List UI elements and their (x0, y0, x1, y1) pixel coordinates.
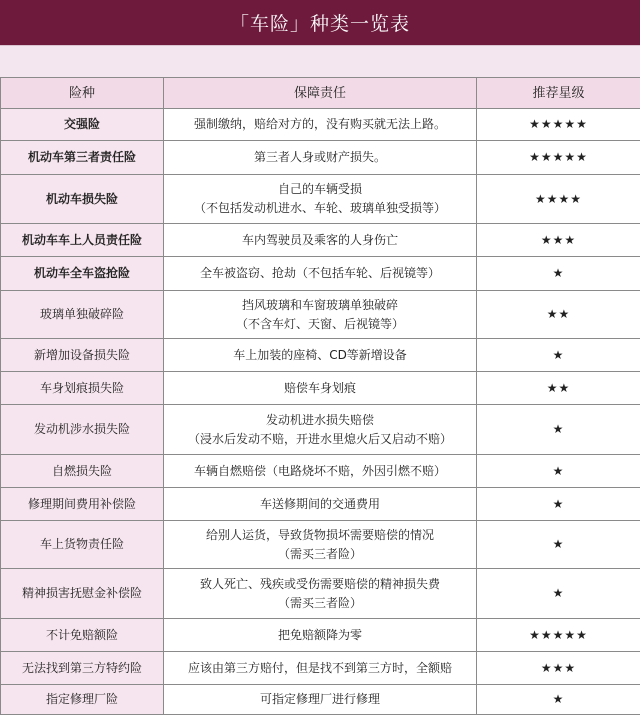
coverage-line: （需买三者险） (277, 595, 362, 610)
coverage-line: 可指定修理厂进行修理 (259, 692, 380, 706)
insurance-table (0, 77, 640, 715)
star-rating: ★★★★★ (477, 109, 640, 141)
star-rating: ★ (477, 569, 640, 619)
coverage-duty (164, 175, 477, 224)
coverage-line: 强制缴纳，赔给对方的，没有购买就无法上路。 (193, 117, 446, 131)
table-row (1, 175, 640, 224)
header-duty: 保障责任 (164, 78, 477, 109)
coverage-line: 车内驾驶员及乘客的人身伤亡 (241, 232, 398, 247)
coverage-duty (164, 257, 477, 291)
header-kind: 险种 (1, 78, 164, 109)
insurance-kind: 自燃损失险 (1, 455, 164, 488)
table-row (1, 521, 640, 569)
coverage-duty (164, 569, 477, 619)
insurance-kind: 机动车损失险 (1, 175, 164, 224)
coverage-duty (164, 619, 477, 652)
table-row (1, 224, 640, 257)
insurance-kind: 机动车车上人员责任险 (1, 224, 164, 257)
star-rating: ★★★ (477, 652, 640, 685)
coverage-duty (164, 291, 477, 339)
header-rating: 推荐星级 (477, 78, 640, 109)
coverage-line: 车上加装的座椅、CD等新增设备 (233, 347, 407, 362)
star-rating: ★★★★★ (477, 141, 640, 175)
insurance-kind: 无法找到第三方特约险 (1, 652, 164, 685)
table-row (1, 488, 640, 521)
coverage-duty (164, 521, 477, 569)
insurance-kind: 精神损害抚慰金补偿险 (1, 569, 164, 619)
coverage-line: （不包括发动机进水、车轮、玻璃单独受损等） (193, 201, 446, 215)
table-row (1, 372, 640, 405)
coverage-duty (164, 488, 477, 521)
table-row (1, 619, 640, 652)
star-rating: ★ (477, 685, 640, 715)
coverage-duty (164, 224, 477, 257)
star-rating: ★ (477, 488, 640, 521)
insurance-kind: 玻璃单独破碎险 (1, 291, 164, 339)
star-rating: ★★★★ (477, 175, 640, 224)
insurance-kind: 修理期间费用补偿险 (1, 488, 164, 521)
title-spacer (0, 45, 640, 77)
coverage-duty (164, 455, 477, 488)
star-rating: ★ (477, 521, 640, 569)
coverage-duty (164, 109, 477, 141)
table-row (1, 652, 640, 685)
insurance-kind: 新增加设备损失险 (1, 339, 164, 372)
coverage-line: 车送修期间的交通费用 (259, 496, 380, 511)
page-title: 「车险」种类一览表 (0, 0, 640, 45)
insurance-kind: 车上货物责任险 (1, 521, 164, 569)
star-rating: ★★★ (477, 224, 640, 257)
table-row (1, 455, 640, 488)
coverage-line: （浸水后发动不赔，开进水里熄火后又启动不赔） (187, 431, 452, 446)
coverage-line: 车辆自燃赔偿（电路烧坏不赔，外因引燃不赔） (193, 463, 446, 478)
coverage-line: （不含车灯、天窗、后视镜等） (235, 316, 404, 331)
coverage-duty (164, 339, 477, 372)
coverage-duty (164, 685, 477, 715)
insurance-kind: 交强险 (1, 109, 164, 141)
insurance-kind: 机动车第三者责任险 (1, 141, 164, 175)
coverage-duty (164, 372, 477, 405)
table-row (1, 109, 640, 141)
table-body (1, 109, 640, 715)
coverage-line: 把免赔额降为零 (277, 627, 362, 642)
coverage-line: 发动机进水损失赔偿 (265, 412, 374, 427)
star-rating: ★ (477, 455, 640, 488)
star-rating: ★ (477, 257, 640, 291)
coverage-duty (164, 141, 477, 175)
star-rating: ★★★★★ (477, 619, 640, 652)
table-header-row (1, 78, 640, 109)
coverage-line: 致人死亡、残疾或受伤需要赔偿的精神损失费 (199, 576, 440, 591)
table-row (1, 339, 640, 372)
coverage-line: 自己的车辆受损 (277, 182, 362, 196)
coverage-line: 赔偿车身划痕 (283, 380, 356, 395)
coverage-line: （需买三者险） (277, 546, 362, 561)
table-row (1, 569, 640, 619)
star-rating: ★ (477, 339, 640, 372)
star-rating: ★★ (477, 372, 640, 405)
table-row (1, 291, 640, 339)
coverage-line: 挡风玻璃和车窗玻璃单独破碎 (241, 297, 398, 312)
table-row (1, 405, 640, 455)
star-rating: ★ (477, 405, 640, 455)
star-rating: ★★ (477, 291, 640, 339)
coverage-line: 给别人运货，导致货物损坏需要赔偿的情况 (205, 527, 434, 542)
table-row (1, 141, 640, 175)
coverage-duty (164, 405, 477, 455)
insurance-kind: 车身划痕损失险 (1, 372, 164, 405)
insurance-kind: 指定修理厂险 (1, 685, 164, 715)
table-row (1, 257, 640, 291)
coverage-duty (164, 652, 477, 685)
insurance-kind: 不计免赔额险 (1, 619, 164, 652)
coverage-line: 第三者人身或财产损失。 (253, 150, 386, 164)
insurance-kind: 发动机涉水损失险 (1, 405, 164, 455)
coverage-line: 应该由第三方赔付，但是找不到第三方时，全额赔 (187, 660, 452, 675)
insurance-kind: 机动车全车盗抢险 (1, 257, 164, 291)
table-row (1, 685, 640, 715)
coverage-line: 全车被盗窃、抢劫（不包括车轮、后视镜等） (199, 266, 440, 280)
